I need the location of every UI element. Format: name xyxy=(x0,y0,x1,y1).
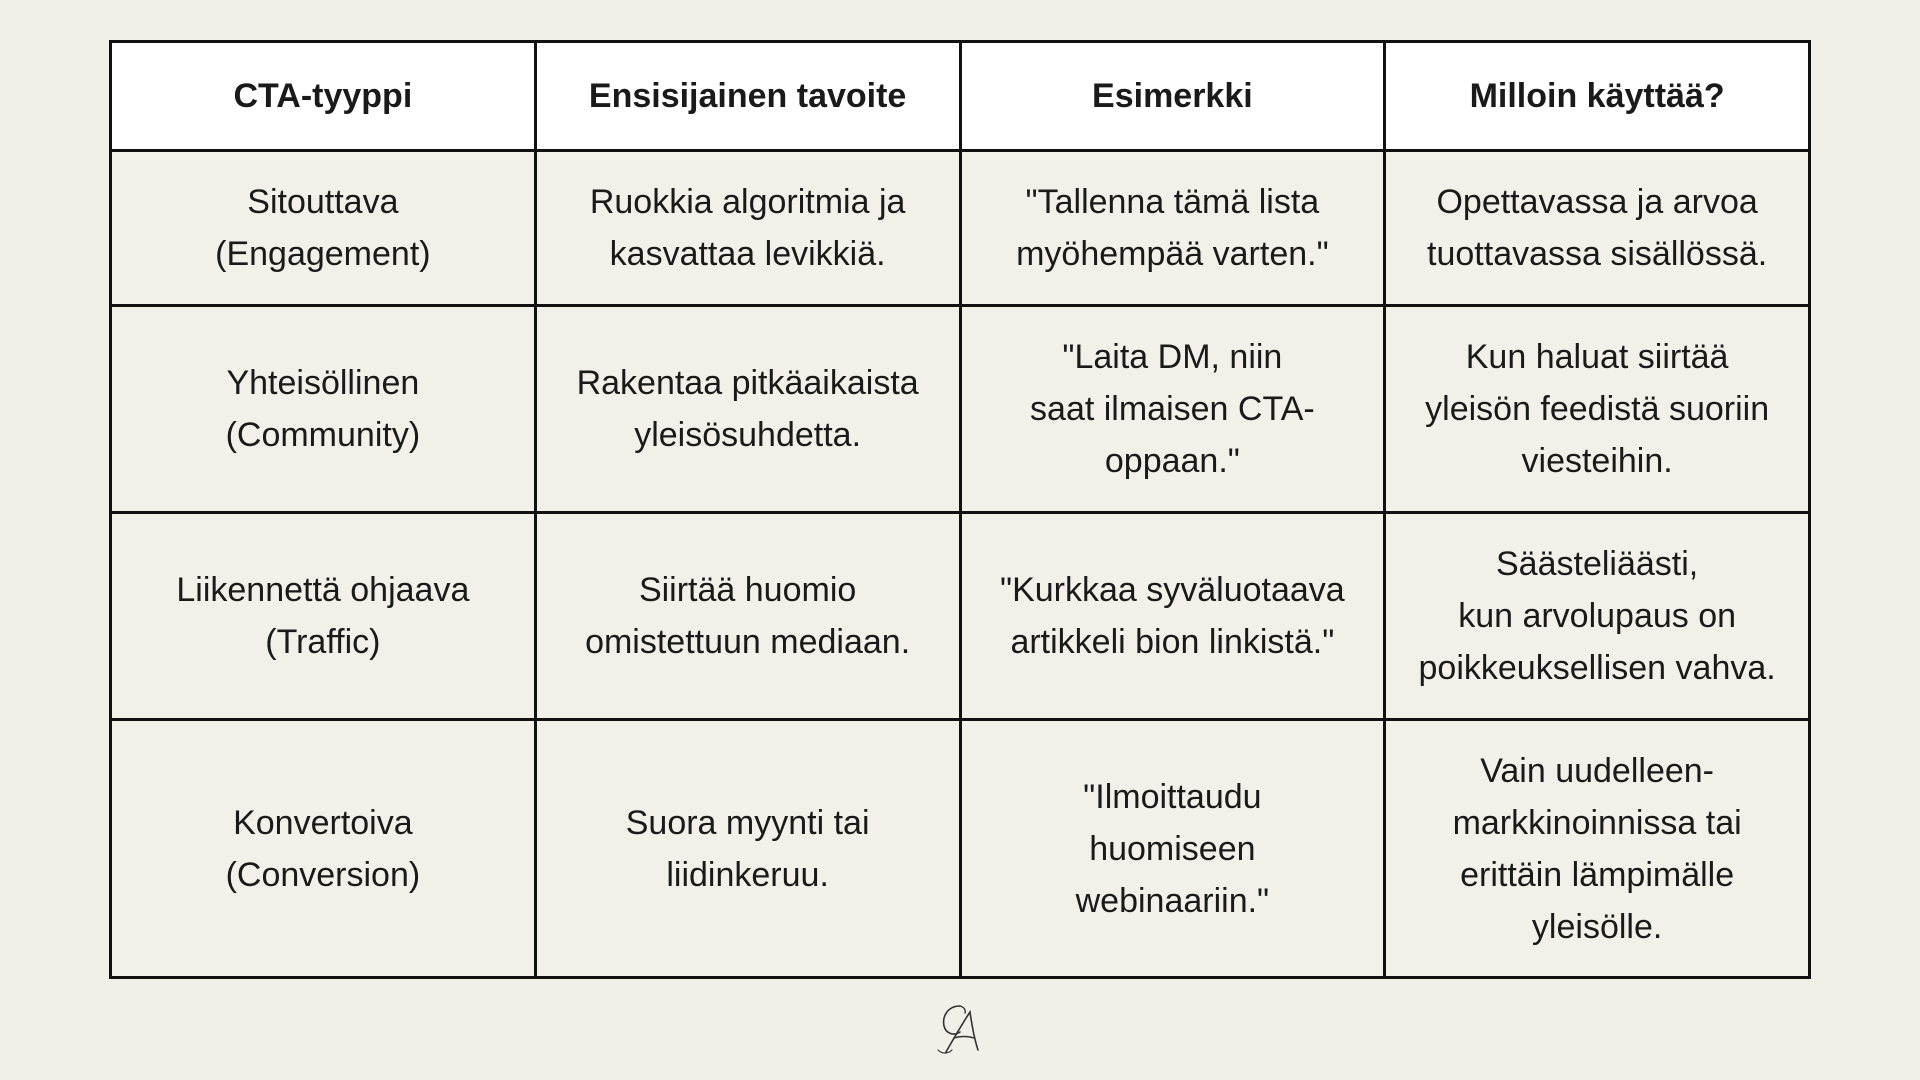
cell-primary-goal xyxy=(535,513,960,720)
cell-line: myöhempää varten." xyxy=(1016,235,1329,273)
cell-line: Liikennettä ohjaava xyxy=(176,571,470,609)
cell-line: Ruokkia algoritmia ja xyxy=(589,183,906,221)
table-row xyxy=(111,720,1810,978)
ca-monogram-logo xyxy=(930,998,990,1058)
cell-when-to-use xyxy=(1385,306,1810,513)
cell-line: kun arvolupaus on xyxy=(1458,597,1737,635)
cell-line: oppaan." xyxy=(1104,442,1240,480)
cell-line: yleisölle. xyxy=(1531,907,1663,946)
cell-example xyxy=(960,151,1385,306)
cell-line: Siirtää huomio xyxy=(638,571,857,609)
cell-line: "Ilmoittaudu xyxy=(1083,777,1262,816)
cell-line: viesteihin. xyxy=(1521,442,1673,480)
cell-line: kasvattaa levikkiä. xyxy=(609,235,886,273)
cell-when-to-use xyxy=(1385,720,1810,978)
table-header-row xyxy=(111,42,1810,151)
header-primary-goal: Ensisijainen tavoite xyxy=(535,42,960,151)
cell-line: yleisösuhdetta. xyxy=(634,416,862,454)
cell-line: liidinkeruu. xyxy=(666,855,829,894)
cell-line: Opettavassa ja arvoa xyxy=(1436,183,1758,221)
cell-cta-type xyxy=(111,151,536,306)
cell-when-to-use xyxy=(1385,513,1810,720)
cell-cta-type xyxy=(111,720,536,978)
cell-line: Konvertoiva xyxy=(233,803,413,842)
cell-line: markkinoinnissa tai xyxy=(1452,803,1742,842)
cell-line: Yhteisöllinen xyxy=(226,364,420,402)
table-row xyxy=(111,151,1810,306)
cell-line: artikkeli bion linkistä." xyxy=(1010,623,1335,661)
cell-line: Suora myynti tai xyxy=(625,803,870,842)
cta-table-container xyxy=(109,40,1811,979)
header-example: Esimerkki xyxy=(960,42,1385,151)
cell-line: Rakentaa pitkäaikaista xyxy=(576,364,919,402)
cell-line: (Engagement) xyxy=(215,235,431,273)
cell-example xyxy=(960,720,1385,978)
cell-cta-type xyxy=(111,513,536,720)
cell-example xyxy=(960,306,1385,513)
cell-line: (Community) xyxy=(225,416,421,454)
cell-line: Kun haluat siirtää xyxy=(1465,338,1729,376)
cta-table xyxy=(109,40,1811,979)
cell-example xyxy=(960,513,1385,720)
cell-line: omistettuun mediaan. xyxy=(585,623,911,661)
cell-when-to-use xyxy=(1385,151,1810,306)
cell-line: Säästeliäästi, xyxy=(1496,545,1699,583)
cell-line: saat ilmaisen CTA- xyxy=(1030,390,1315,428)
cell-primary-goal xyxy=(535,720,960,978)
cell-line: webinaariin." xyxy=(1075,881,1270,920)
cell-line: Vain uudelleen- xyxy=(1480,751,1715,790)
table-row xyxy=(111,306,1810,513)
cell-primary-goal xyxy=(535,306,960,513)
cell-line: "Kurkkaa syväluotaava xyxy=(1000,571,1345,609)
header-when-to-use: Milloin käyttää? xyxy=(1385,42,1810,151)
table-row xyxy=(111,513,1810,720)
cell-line: Sitouttava xyxy=(247,183,399,221)
cell-line: "Tallenna tämä lista xyxy=(1025,183,1320,221)
cell-line: (Conversion) xyxy=(225,855,421,894)
cell-cta-type xyxy=(111,306,536,513)
cell-line: poikkeuksellisen vahva. xyxy=(1418,649,1776,687)
cell-line: tuottavassa sisällössä. xyxy=(1427,235,1768,273)
cell-line: "Laita DM, niin xyxy=(1062,338,1283,376)
header-cta-type: CTA-tyyppi xyxy=(111,42,536,151)
cell-primary-goal xyxy=(535,151,960,306)
cell-line: erittäin lämpimälle xyxy=(1460,855,1735,894)
cell-line: yleisön feedistä suoriin xyxy=(1425,390,1770,428)
cell-line: huomiseen xyxy=(1089,829,1256,868)
cell-line: (Traffic) xyxy=(265,623,381,661)
